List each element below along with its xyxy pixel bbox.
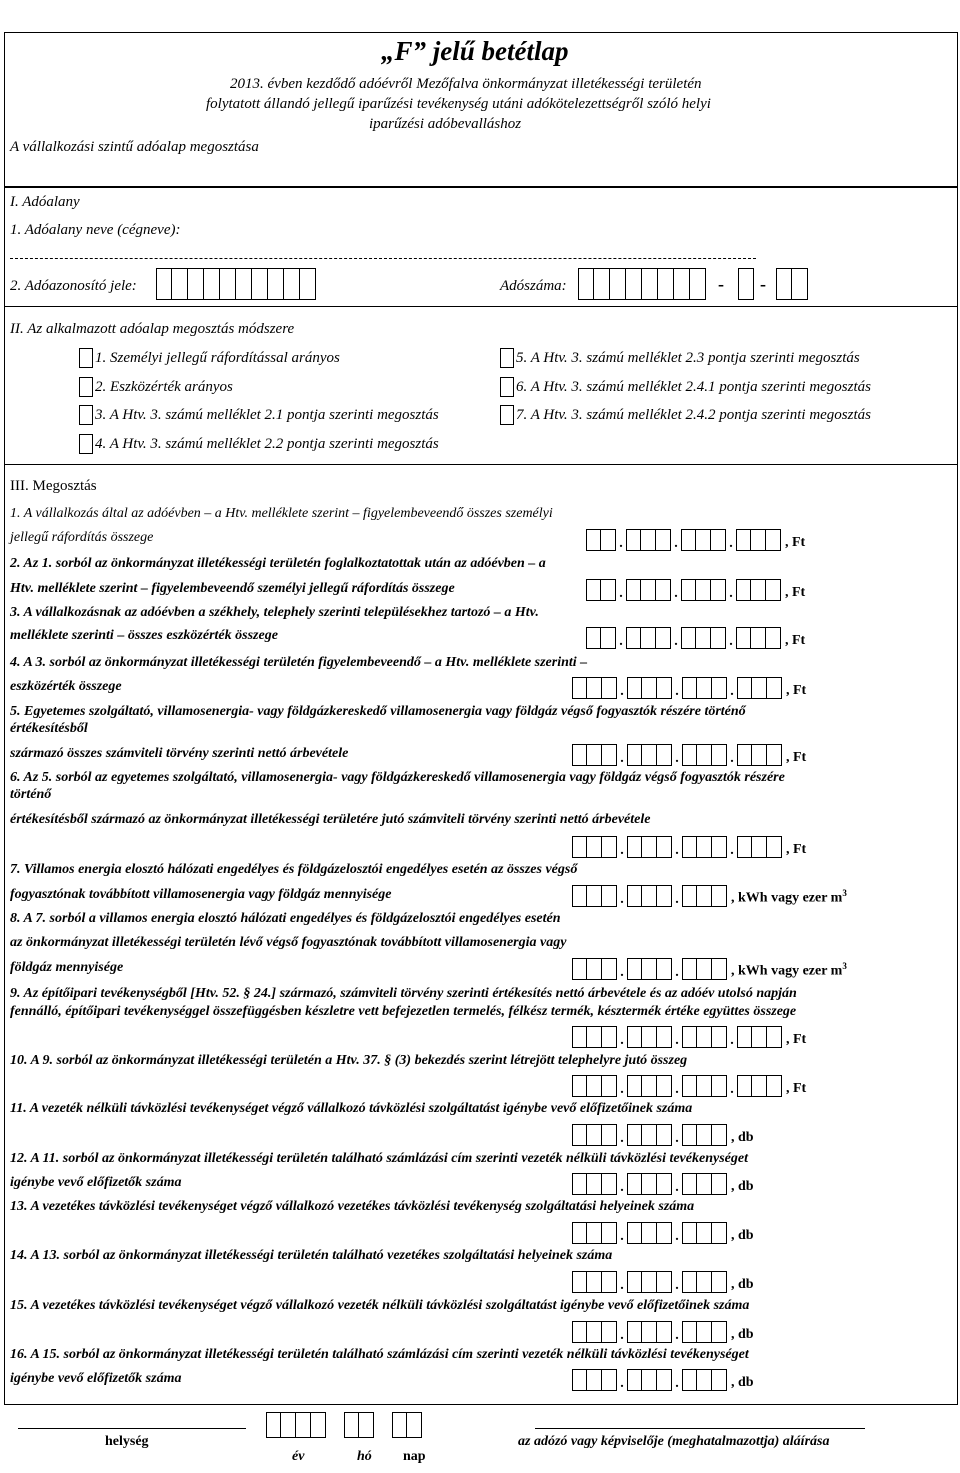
- row6-unit: , Ft: [786, 842, 807, 857]
- row1-text-b: jellegű ráfordítás összege: [10, 530, 154, 545]
- date-year-label: év: [292, 1449, 305, 1464]
- method-label-5: 5. A Htv. 3. számú melléklet 2.3 pontja szerinti megosztás: [516, 350, 860, 366]
- row6-text-c: értékesítésből származó az önkormányzat illetékességi területére jutó számviteli törvény szerinti nettó árbevétele: [10, 812, 651, 827]
- page-title: „F” jelű betétlap: [381, 36, 569, 66]
- row5-unit: , Ft: [786, 750, 807, 765]
- row16-text-a: 16. A 15. sorból az önkormányzat illetékességi területén található számlázási cím szerinti vezeték nélküli távközlési tevékenységet: [10, 1347, 749, 1362]
- header-line-2: folytatott állandó jellegű iparűzési tevékenység utáni adókötelezettségről szóló helyi: [206, 96, 711, 112]
- row4-text-b: eszközérték összege: [10, 679, 122, 694]
- row13-unit: , db: [731, 1228, 754, 1243]
- row2-text-a: 2. Az 1. sorból az önkormányzat illetékességi területén foglalkoztatottak után az adóévben – a: [10, 556, 546, 571]
- row7-text-b: fogyasztónak továbbított villamosenergia vagy földgáz mennyisége: [10, 887, 392, 902]
- row2-unit: , Ft: [785, 585, 806, 600]
- tax-number-boxes-end[interactable]: [776, 268, 808, 300]
- row8-unit: , kWh vagy ezer $m^3$: [731, 961, 847, 979]
- row9-text-b: fennálló, építőipari tevékenységgel összefüggésben készletre vett befejezetlen termelés, félkész termék, késztermék értéke együttes összege: [10, 1004, 797, 1019]
- row11-unit: , db: [731, 1130, 754, 1145]
- row11-count-field[interactable]: . . , db: [572, 1124, 754, 1146]
- row1-unit: , Ft: [785, 535, 806, 550]
- row9-unit: , Ft: [786, 1032, 807, 1047]
- row14-unit: , db: [731, 1277, 754, 1292]
- place-signature-line[interactable]: [18, 1428, 246, 1429]
- row12-unit: , db: [731, 1179, 754, 1194]
- place-label: helység: [105, 1434, 149, 1449]
- row14-text: 14. A 13. sorból az önkormányzat illetékességi területén található vezetékes szolgáltatási helyeinek száma: [10, 1248, 613, 1263]
- row5-text-a: 5. Egyetemes szolgáltató, villamosenergia- vagy földgázkereskedő villamosenergia vagy földgáz végső fogyasztók részére történő: [10, 704, 746, 719]
- row6-text-b: történő: [10, 787, 52, 802]
- method-label-4: 4. A Htv. 3. számú melléklet 2.2 pontja szerinti megosztás: [95, 436, 439, 452]
- row10-amount-field[interactable]: . . . , Ft: [572, 1075, 806, 1097]
- method-label-3: 3. A Htv. 3. számú melléklet 2.1 pontja szerinti megosztás: [95, 407, 439, 423]
- row8-amount-field[interactable]: . . , kWh vagy ezer $m^3$: [572, 958, 847, 980]
- method-checkbox-4[interactable]: [79, 434, 93, 454]
- row12-text-b: igénybe vevő előfizetők száma: [10, 1175, 182, 1190]
- form-frame: [4, 186, 958, 1405]
- date-month-label: hó: [357, 1449, 372, 1464]
- taxpayer-name-field[interactable]: [10, 258, 756, 259]
- row14-count-field[interactable]: . . , db: [572, 1271, 754, 1293]
- row7-text-a: 7. Villamos energia elosztó hálózati engedélyes és földgázelosztói engedélyes esetén az összes végső: [10, 862, 578, 877]
- row4-unit: , Ft: [786, 683, 807, 698]
- tax-number-dash-1: -: [718, 274, 724, 294]
- row11-text: 11. A vezeték nélküli távközlési tevékenységet végző vállalkozó távközlési szolgáltatást igénybe vevő előfizetőinek száma: [10, 1101, 693, 1116]
- row8-text-a: 8. A 7. sorból a villamos energia elosztó hálózati engedélyes és földgázelosztói engedélyes esetén: [10, 911, 561, 926]
- row3-unit: , Ft: [785, 633, 806, 648]
- row13-text: 13. A vezetékes távközlési tevékenységet végző vállalkozó vezetékes távközlési tevékenység szolgáltatási helyeinek száma: [10, 1199, 695, 1214]
- method-label-6: 6. A Htv. 3. számú melléklet 2.4.1 pontja szerinti megosztás: [516, 379, 871, 395]
- row5-amount-field[interactable]: . . . , Ft: [572, 744, 806, 766]
- row6-amount-field[interactable]: . . . , Ft: [572, 836, 806, 858]
- row3-text-b: melléklete szerinti – összes eszközérték összege: [10, 628, 278, 643]
- row10-unit: , Ft: [786, 1081, 807, 1096]
- row3-amount-field[interactable]: . . . , Ft: [586, 627, 805, 649]
- row1-amount-field[interactable]: . . . , Ft: [586, 529, 805, 551]
- tax-number-boxes[interactable]: [578, 268, 706, 300]
- row4-amount-field[interactable]: . . . , Ft: [572, 677, 806, 699]
- date-month-boxes[interactable]: [344, 1412, 374, 1438]
- method-checkbox-1[interactable]: [79, 348, 93, 368]
- tax-number-dash-2: -: [760, 274, 766, 294]
- method-checkbox-6[interactable]: [500, 377, 514, 397]
- row2-amount-field[interactable]: . . . , Ft: [586, 579, 805, 601]
- method-checkbox-2[interactable]: [79, 377, 93, 397]
- row12-text-a: 12. A 11. sorból az önkormányzat illetékességi területén található számlázási cím szerinti vezeték nélküli távközlési tevékenységet: [10, 1151, 748, 1166]
- row9-amount-field[interactable]: . . . , Ft: [572, 1026, 806, 1048]
- row16-count-field[interactable]: . . , db: [572, 1369, 754, 1391]
- method-label-7: 7. A Htv. 3. számú melléklet 2.4.2 pontja szerinti megosztás: [516, 407, 871, 423]
- method-checkbox-3[interactable]: [79, 405, 93, 425]
- header-line-3: iparűzési adóbevalláshoz: [369, 116, 522, 132]
- date-year-boxes[interactable]: [266, 1412, 326, 1438]
- row10-text: 10. A 9. sorból az önkormányzat illetékességi területén a Htv. 37. § (3) bekezdés szerint létrejött telephelyre jutó összeg: [10, 1053, 688, 1068]
- row7-unit: , kWh vagy ezer $m^3$: [731, 888, 847, 906]
- row15-text: 15. A vezetékes távközlési tevékenységet végző vállalkozó vezeték nélküli távközlési szolgáltatást igénybe vevő előfizetőinek száma: [10, 1298, 750, 1313]
- row6-text-a: 6. Az 5. sorból az egyetemes szolgáltató, villamosenergia- vagy földgázkereskedő villamosenergia vagy földgáz végső fogyasztók részére: [10, 770, 785, 785]
- method-label-2: 2. Eszközérték arányos: [95, 379, 233, 395]
- header-subtitle: A vállalkozási szintű adóalap megosztása: [10, 139, 259, 155]
- date-day-boxes[interactable]: [392, 1412, 422, 1438]
- row15-unit: , db: [731, 1327, 754, 1342]
- row8-text-b: az önkormányzat illetékességi területén lévő végső fogyasztónak továbbított villamosenergia vagy: [10, 935, 567, 950]
- method-label-1: 1. Személyi jellegű ráfordítással arányos: [95, 350, 340, 366]
- row16-unit: , db: [731, 1375, 754, 1390]
- row8-text-c: földgáz mennyisége: [10, 960, 124, 975]
- method-checkbox-7[interactable]: [500, 405, 514, 425]
- tax-id-boxes[interactable]: [156, 268, 316, 300]
- row3-text-a: 3. A vállalkozásnak az adóévben a székhely, telephely szerinti településekhez tartozó – a Htv.: [10, 605, 539, 620]
- divider-section2: [4, 306, 958, 307]
- row1-text-a: 1. A vállalkozás által az adóévben – a Htv. melléklete szerint – figyelembeveendő összes személyi: [10, 506, 553, 521]
- tax-number-label: Adószáma:: [500, 278, 567, 294]
- section1-heading: I. Adóalany: [10, 194, 80, 210]
- row16-text-b: igénybe vevő előfizetők száma: [10, 1371, 182, 1386]
- divider-section3: [4, 464, 958, 465]
- header-line-1: 2013. évben kezdődő adóévről Mezőfalva önkormányzat illetékességi területén: [230, 76, 702, 92]
- row15-count-field[interactable]: . . , db: [572, 1321, 754, 1343]
- date-day-label: nap: [403, 1449, 426, 1464]
- row7-amount-field[interactable]: . . , kWh vagy ezer $m^3$: [572, 885, 847, 907]
- row12-count-field[interactable]: . . , db: [572, 1173, 754, 1195]
- row9-text-a: 9. Az építőipari tevékenységből [Htv. 52. § 24.] származó, számviteli törvény szerinti értékesítés nettó árbevétele és az adóév utolsó napján: [10, 986, 797, 1001]
- tax-number-box-9[interactable]: [738, 268, 754, 300]
- row5-text-b: értékesítésből: [10, 721, 88, 736]
- signature-label: az adózó vagy képviselője (meghatalmazottja) aláírása: [518, 1434, 830, 1449]
- section3-heading: III. Megosztás: [10, 478, 97, 494]
- taxpayer-name-label: 1. Adóalany neve (cégneve):: [10, 222, 181, 238]
- row5-text-c: származó összes számviteli törvény szerinti nettó árbevétele: [10, 746, 349, 761]
- row13-count-field[interactable]: . . , db: [572, 1222, 754, 1244]
- section2-heading: II. Az alkalmazott adóalap megosztás módszere: [10, 321, 295, 337]
- row4-text-a: 4. A 3. sorból az önkormányzat illetékességi területén figyelembeveendő – a Htv. melléklete szerinti –: [10, 655, 588, 670]
- method-checkbox-5[interactable]: [500, 348, 514, 368]
- signature-line[interactable]: [535, 1428, 865, 1429]
- tax-id-label: 2. Adóazonosító jele:: [10, 278, 137, 294]
- row2-text-b: Htv. melléklete szerint – figyelembeveendő személyi jellegű ráfordítás összege: [10, 581, 455, 596]
